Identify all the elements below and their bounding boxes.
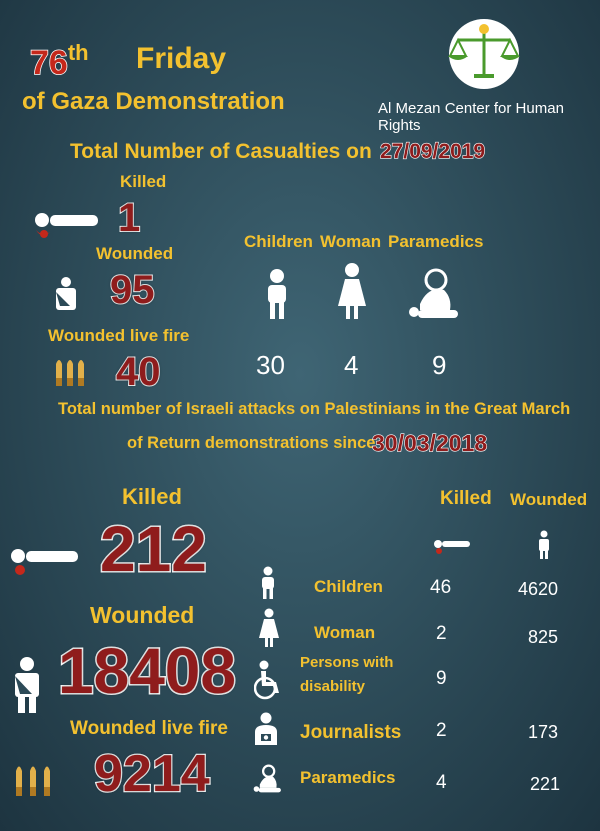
today-heading: Total Number of Casualties on [70,140,372,163]
today-category-paramedics-value: 9 [432,350,447,380]
row-disability-killed: 9 [436,668,447,689]
today-category-woman-value: 4 [344,350,359,380]
wounded-person-icon [50,276,82,312]
woman-icon [258,608,280,648]
killed-column-icon [432,538,472,554]
row-paramedics-killed: 4 [436,772,447,793]
today-live-fire-label: Wounded live fire [48,326,190,345]
organization-name: Al Mezan Center for Human Rights [378,100,564,134]
wheelchair-icon [254,660,284,700]
row-disability-label-line2: disability [300,678,366,695]
table-header-killed: Killed [440,488,492,509]
cumulative-killed-label: Killed [122,484,182,509]
row-paramedics-label: Paramedics [300,768,396,787]
table-header-wounded: Wounded [510,490,588,509]
today-category-paramedics-label: Paramedics [388,232,484,251]
woman-icon [336,262,368,320]
paramedic-icon [252,764,282,794]
bullets-icon [12,762,56,798]
friday-number: 76th [30,40,89,82]
row-journalists-killed: 2 [436,720,447,741]
today-category-children-value: 30 [256,350,285,380]
row-disability-label: Persons with [300,654,394,671]
child-icon [258,566,278,600]
today-wounded-value: 95 [110,268,155,312]
today-category-children-label: Children [244,232,313,251]
row-journalists-wounded: 173 [528,722,559,742]
row-children-killed: 46 [430,577,452,598]
row-woman-killed: 2 [436,623,447,644]
row-woman-label: Woman [314,623,376,642]
row-paramedics-wounded: 221 [530,774,561,794]
killed-person-icon [30,210,102,240]
page-subtitle: of Gaza Demonstration [22,88,285,115]
today-category-woman-label: Woman [320,232,382,251]
row-children-wounded: 4620 [518,579,559,599]
killed-person-icon [6,546,82,576]
cumulative-live-fire-value: 9214 [94,745,210,803]
al-mezan-logo-icon [436,18,532,90]
bullets-icon [52,356,90,388]
row-woman-wounded: 825 [528,627,559,647]
cumulative-heading-line1: Total number of Israeli attacks on Palestinians in the Great March [58,400,571,418]
cumulative-since-date: 30/03/2018 [372,430,488,456]
wounded-column-icon [536,530,552,560]
paramedic-icon [406,268,460,320]
cumulative-heading-line2: of Return demonstrations since [127,434,376,452]
cumulative-live-fire-label: Wounded live fire [70,718,229,739]
today-wounded-label: Wounded [96,244,174,263]
row-journalists-label: Journalists [300,722,402,743]
today-killed-value: 1 [118,196,141,240]
row-children-label: Children [314,577,383,596]
journalist-icon [252,712,280,746]
cumulative-wounded-label: Wounded [90,602,195,628]
ordinal-suffix: th [67,40,89,65]
today-date: 27/09/2019 [380,140,486,163]
wounded-person-icon [8,656,46,714]
today-live-fire-value: 40 [116,350,161,394]
cumulative-killed-value: 212 [100,513,207,585]
child-icon [262,268,292,320]
friday-label: Friday [136,42,227,75]
today-killed-label: Killed [120,172,167,191]
cumulative-wounded-value: 18408 [58,635,236,707]
